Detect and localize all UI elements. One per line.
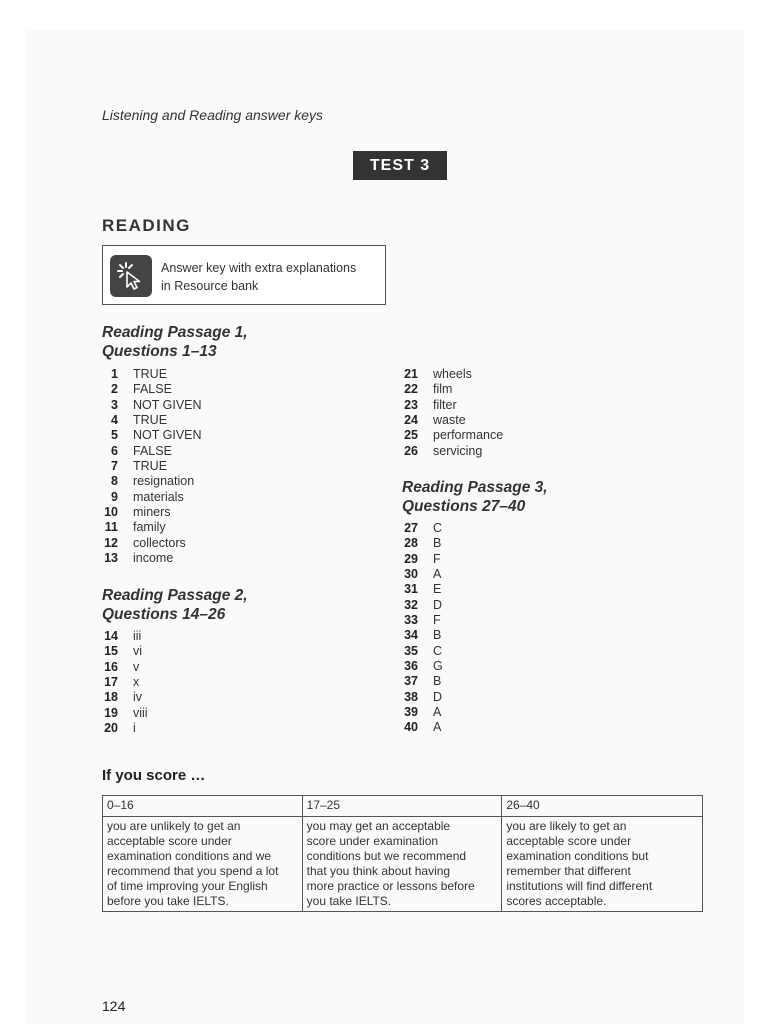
passage-2-answers-right <box>400 367 600 459</box>
answer-row <box>100 474 300 489</box>
answer-row <box>400 613 600 628</box>
question-number: 7 <box>111 459 118 474</box>
answer-row <box>100 629 300 644</box>
answer-value: resignation <box>133 474 195 489</box>
answer-value: NOT GIVEN <box>133 428 202 443</box>
test-banner: TEST 3 <box>353 151 447 180</box>
answer-value: family <box>133 520 166 535</box>
answer-value: TRUE <box>133 413 168 428</box>
answer-row <box>100 505 300 520</box>
answer-row <box>100 721 300 736</box>
question-number: 30 <box>404 567 418 582</box>
answer-value: materials <box>133 489 184 504</box>
answer-value: i <box>133 721 136 736</box>
answer-value: income <box>133 551 174 566</box>
answer-row <box>400 644 600 659</box>
score-range-1: 0–16 <box>103 796 303 817</box>
question-number: 36 <box>404 659 418 674</box>
score-table-header-row <box>103 796 703 817</box>
answer-value: A <box>433 567 442 582</box>
question-number: 32 <box>404 597 418 612</box>
question-number: 20 <box>104 721 118 736</box>
answer-value: A <box>433 705 442 720</box>
answer-value: E <box>433 582 442 597</box>
answer-row <box>100 690 300 705</box>
question-number: 25 <box>404 428 418 443</box>
answer-value: viii <box>133 705 148 720</box>
answer-row <box>100 398 300 413</box>
answer-value: B <box>433 536 442 551</box>
score-heading: If you score … <box>102 767 206 784</box>
score-table-body-row <box>103 817 703 912</box>
question-number: 33 <box>404 613 418 628</box>
question-number: 5 <box>111 428 118 443</box>
question-number: 27 <box>404 521 418 535</box>
answer-row <box>400 552 600 567</box>
answer-value: film <box>433 382 453 397</box>
answer-row <box>400 659 600 674</box>
question-number: 8 <box>111 474 118 489</box>
page-number: 124 <box>102 998 126 1014</box>
answer-value: C <box>433 521 443 535</box>
question-number: 31 <box>404 582 418 597</box>
answer-row <box>400 428 600 443</box>
answer-row <box>100 444 300 459</box>
answer-row <box>400 628 600 643</box>
answer-row <box>100 490 300 505</box>
answer-row <box>100 551 300 566</box>
question-number: 19 <box>104 705 118 720</box>
answer-value: filter <box>433 397 457 412</box>
question-number: 17 <box>104 675 118 690</box>
passage-1-answers <box>100 367 300 566</box>
answer-value: TRUE <box>133 367 168 381</box>
answer-row <box>100 675 300 690</box>
answer-row <box>100 660 300 675</box>
page-header: Listening and Reading answer keys <box>102 107 324 123</box>
question-number: 37 <box>404 674 418 689</box>
answer-value: FALSE <box>133 382 172 397</box>
question-number: 3 <box>111 397 118 412</box>
question-number: 24 <box>404 413 418 428</box>
answer-value: iv <box>133 690 143 705</box>
answer-value: C <box>433 643 443 658</box>
question-number: 15 <box>104 644 118 659</box>
passage-1-title: Reading Passage 1, Questions 1–13 <box>102 324 248 360</box>
answer-row <box>400 567 600 582</box>
answer-row <box>100 428 300 443</box>
question-number: 22 <box>404 382 418 397</box>
answer-row <box>100 706 300 721</box>
passage-3-answers <box>400 521 600 736</box>
answer-row <box>400 521 600 536</box>
score-advice-3: you are likely to get an acceptable score under examination conditions but remember that different institutions will find different scores acceptable. <box>502 817 703 912</box>
answer-row <box>100 520 300 535</box>
passage-2-title: Reading Passage 2, Questions 14–26 <box>102 587 248 623</box>
answer-row <box>400 720 600 735</box>
answer-value: v <box>133 659 140 674</box>
answer-value: servicing <box>433 443 483 458</box>
score-range-2: 17–25 <box>302 796 502 817</box>
question-number: 23 <box>404 397 418 412</box>
answer-row <box>400 444 600 459</box>
answer-row <box>400 367 600 382</box>
answer-value: G <box>433 659 443 674</box>
resource-bank-box <box>102 245 386 305</box>
question-number: 1 <box>111 367 118 381</box>
answer-row <box>400 382 600 397</box>
question-number: 39 <box>404 705 418 720</box>
answer-row <box>400 582 600 597</box>
answer-row <box>100 382 300 397</box>
question-number: 12 <box>104 535 118 550</box>
answer-row <box>400 674 600 689</box>
question-number: 16 <box>104 659 118 674</box>
question-number: 38 <box>404 689 418 704</box>
section-title: READING <box>102 216 191 235</box>
question-number: 35 <box>404 643 418 658</box>
answer-value: D <box>433 689 443 704</box>
question-number: 18 <box>104 690 118 705</box>
resource-line-1: Answer key with extra explanations <box>161 261 357 275</box>
question-number: 28 <box>404 536 418 551</box>
score-advice-2: you may get an acceptable score under examination conditions but we recommend that you think about having more practice or lessons before you take IELTS. <box>302 817 502 912</box>
question-number: 13 <box>104 551 118 566</box>
answer-value: collectors <box>133 535 186 550</box>
answer-value: A <box>433 720 442 735</box>
answer-row <box>400 598 600 613</box>
question-number: 4 <box>111 413 118 428</box>
answer-row <box>400 705 600 720</box>
answer-value: iii <box>133 629 142 643</box>
answer-value: D <box>433 597 443 612</box>
score-table <box>102 795 703 912</box>
question-number: 6 <box>111 443 118 458</box>
passage-2-answers-left <box>100 629 300 736</box>
answer-value: F <box>433 551 441 566</box>
answer-row <box>100 459 300 474</box>
question-number: 26 <box>404 443 418 458</box>
answer-row <box>400 413 600 428</box>
answer-value: x <box>133 675 140 690</box>
question-number: 29 <box>404 551 418 566</box>
answer-value: B <box>433 628 442 643</box>
score-advice-1: you are unlikely to get an acceptable score under examination conditions and we recommend that you spend a lot of time improving your English before you take IELTS. <box>103 817 303 912</box>
answer-value: F <box>433 613 441 628</box>
passage-3-title: Reading Passage 3, Questions 27–40 <box>402 479 548 515</box>
resource-bank-text <box>161 259 385 295</box>
answer-row <box>100 644 300 659</box>
score-range-3: 26–40 <box>502 796 703 817</box>
answer-value: vi <box>133 644 143 659</box>
question-number: 2 <box>111 382 118 397</box>
answer-row <box>400 398 600 413</box>
question-number: 14 <box>104 629 118 643</box>
question-number: 9 <box>111 489 118 504</box>
resource-line-2: in Resource bank <box>161 279 259 293</box>
question-number: 11 <box>104 520 118 535</box>
answer-value: NOT GIVEN <box>133 397 202 412</box>
answer-value: wheels <box>433 367 472 381</box>
answer-row <box>100 536 300 551</box>
answer-value: miners <box>133 505 171 520</box>
answer-row <box>100 367 300 382</box>
question-number: 21 <box>404 367 418 381</box>
question-number: 40 <box>404 720 418 735</box>
answer-value: FALSE <box>133 443 172 458</box>
answer-row <box>400 536 600 551</box>
answer-value: TRUE <box>133 459 168 474</box>
answer-value: waste <box>433 413 466 428</box>
answer-row <box>100 413 300 428</box>
answer-value: B <box>433 674 442 689</box>
question-number: 34 <box>404 628 418 643</box>
answer-row <box>400 690 600 705</box>
cursor-click-icon <box>110 255 152 297</box>
question-number: 10 <box>104 505 118 520</box>
answer-value: performance <box>433 428 504 443</box>
